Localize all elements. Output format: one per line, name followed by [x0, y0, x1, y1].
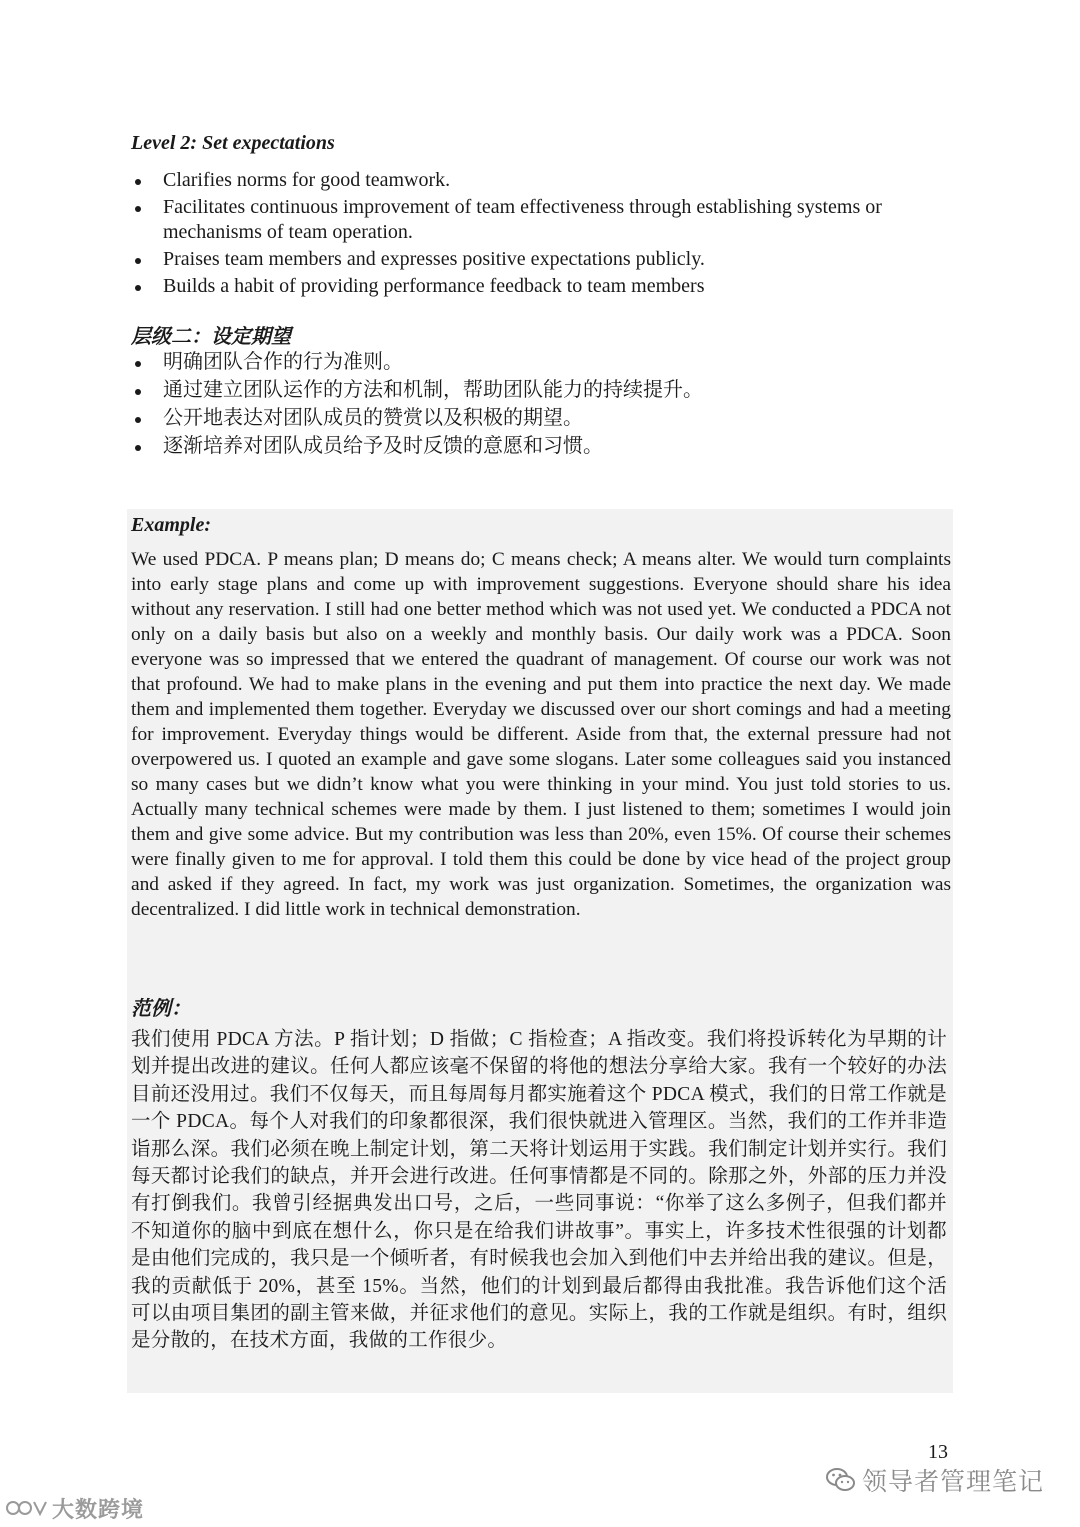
bullet-icon: [135, 361, 141, 367]
list-item-text: 逐渐培养对团队成员给予及时反馈的意愿和习惯。: [163, 435, 603, 457]
bullet-icon: [135, 417, 141, 423]
list-item-text: Praises team members and expresses positive expectations publicly.: [163, 248, 705, 270]
example-title-zh: 范例：: [131, 998, 191, 1020]
list-item: [131, 350, 961, 375]
example-title-en: Example:: [131, 514, 211, 536]
watermark-left-text: 大数跨境: [52, 1497, 145, 1523]
list-item-text: 公开地表达对团队成员的赞赏以及积极的期望。: [163, 407, 583, 429]
example-body-en: We used PDCA. P means plan; D means do; C means check; A means alter. We would turn complaints into early stage plans and come up with improvement suggestions. Everyone should share his idea without any reservation. I still had one better method which was not used yet. We conducted a PDCA not only on a daily basis but also on a weekly and monthly basis. Our daily work was a PDCA. Soon everyone was so impressed that we entered the quadrant of management. Of course our work was not that profound. We had to make plans in the evening and put them into practice the next day. We made them and implemented them together. Everyday we discussed over our short comings and had a meeting for improvement. Everyday things would be different. Aside from that, the external pressure had not overpowered us. I quoted an example and gave some slogans. Later some colleagues said you instanced so many cases but we didn’t know what you were thinking in your mind. You just told stories to us. Actually many technical schemes were made by them. I just listened to them; sometimes I would join them and give some advice. But my contribution was less than 20%, even 15%. Of course their schemes were finally given to me for approval. I told them this could be done by vice head of the project group and asked if they agreed. In fact, my work was just organization. Sometimes, the organization was decentralized. I did little work in technical demonstration.: [131, 549, 951, 920]
list-item: [131, 434, 961, 459]
wechat-icon: [826, 1467, 856, 1493]
bullet-icon: [135, 206, 141, 212]
section-heading-en: Level 2: Set expectations: [131, 132, 335, 154]
watermark-right: [826, 1462, 1044, 1498]
watermark-left: [4, 1492, 144, 1524]
bullet-list-zh: [131, 350, 961, 462]
bullet-icon: [135, 179, 141, 185]
list-item-text: 明确团队合作的行为准则。: [163, 351, 403, 373]
page-number: 13: [928, 1441, 948, 1463]
bullet-icon: [135, 389, 141, 395]
bullet-icon: [135, 445, 141, 451]
list-item: [131, 406, 961, 431]
list-item-text: Facilitates continuous improvement of team effectiveness through establishing systems or mechanisms of team operation.: [163, 196, 882, 243]
watermark-right-text: 领导者管理笔记: [862, 1467, 1045, 1496]
list-item: [131, 168, 961, 193]
list-item: [131, 247, 961, 272]
list-item: [131, 378, 961, 403]
bullet-icon: [135, 285, 141, 291]
list-item: [131, 274, 961, 299]
list-item-text: 通过建立团队运作的方法和机制，帮助团队能力的持续提升。: [163, 379, 703, 401]
bullet-icon: [135, 258, 141, 264]
section-heading-zh: 层级二：设定期望: [131, 326, 291, 348]
brand-logo-icon: [4, 1496, 48, 1520]
list-item: [131, 195, 961, 245]
example-body-zh: 我们使用 PDCA 方法。P 指计划；D 指做；C 指检查；A 指改变。我们将投诉转化为早期的计划并提出改进的建议。任何人都应该毫不保留的将他的想法分享给大家。我有一个较好的办法目前还没用过。我们不仅每天，而且每周每月都实施着这个 PDCA 模式，我们的日常工作就是一个 PDCA。每个人对我们的印象都很深，我们很快就进入管理区。当然，我们的工作并非造诣那么深。我们必须在晚上制定计划，第二天将计划运用于实践。我们制定计划并实行。我们每天都讨论我们的缺点，并开会进行改进。任何事情都是不同的。除那之外，外部的压力并没有打倒我们。我曾引经据典发出口号，之后，一些同事说：“你举了这么多例子，但我们都并不知道你的脑中到底在想什么，你只是在给我们讲故事”。事实上，许多技术性很强的计划都是由他们完成的，我只是一个倾听者，有时候我也会加入到他们中去并给出我的建议。但是，我的贡献低于 20%，甚至 15%。当然，他们的计划到最后都得由我批准。我告诉他们这个活可以由项目集团的副主管来做，并征求他们的意见。实际上，我的工作就是组织。有时，组织是分散的，在技术方面，我做的工作很少。: [131, 1029, 947, 1352]
list-item-text: Clarifies norms for good teamwork.: [163, 169, 451, 191]
list-item-text: Builds a habit of providing performance feedback to team members: [163, 275, 705, 297]
bullet-list-en: [131, 168, 961, 301]
